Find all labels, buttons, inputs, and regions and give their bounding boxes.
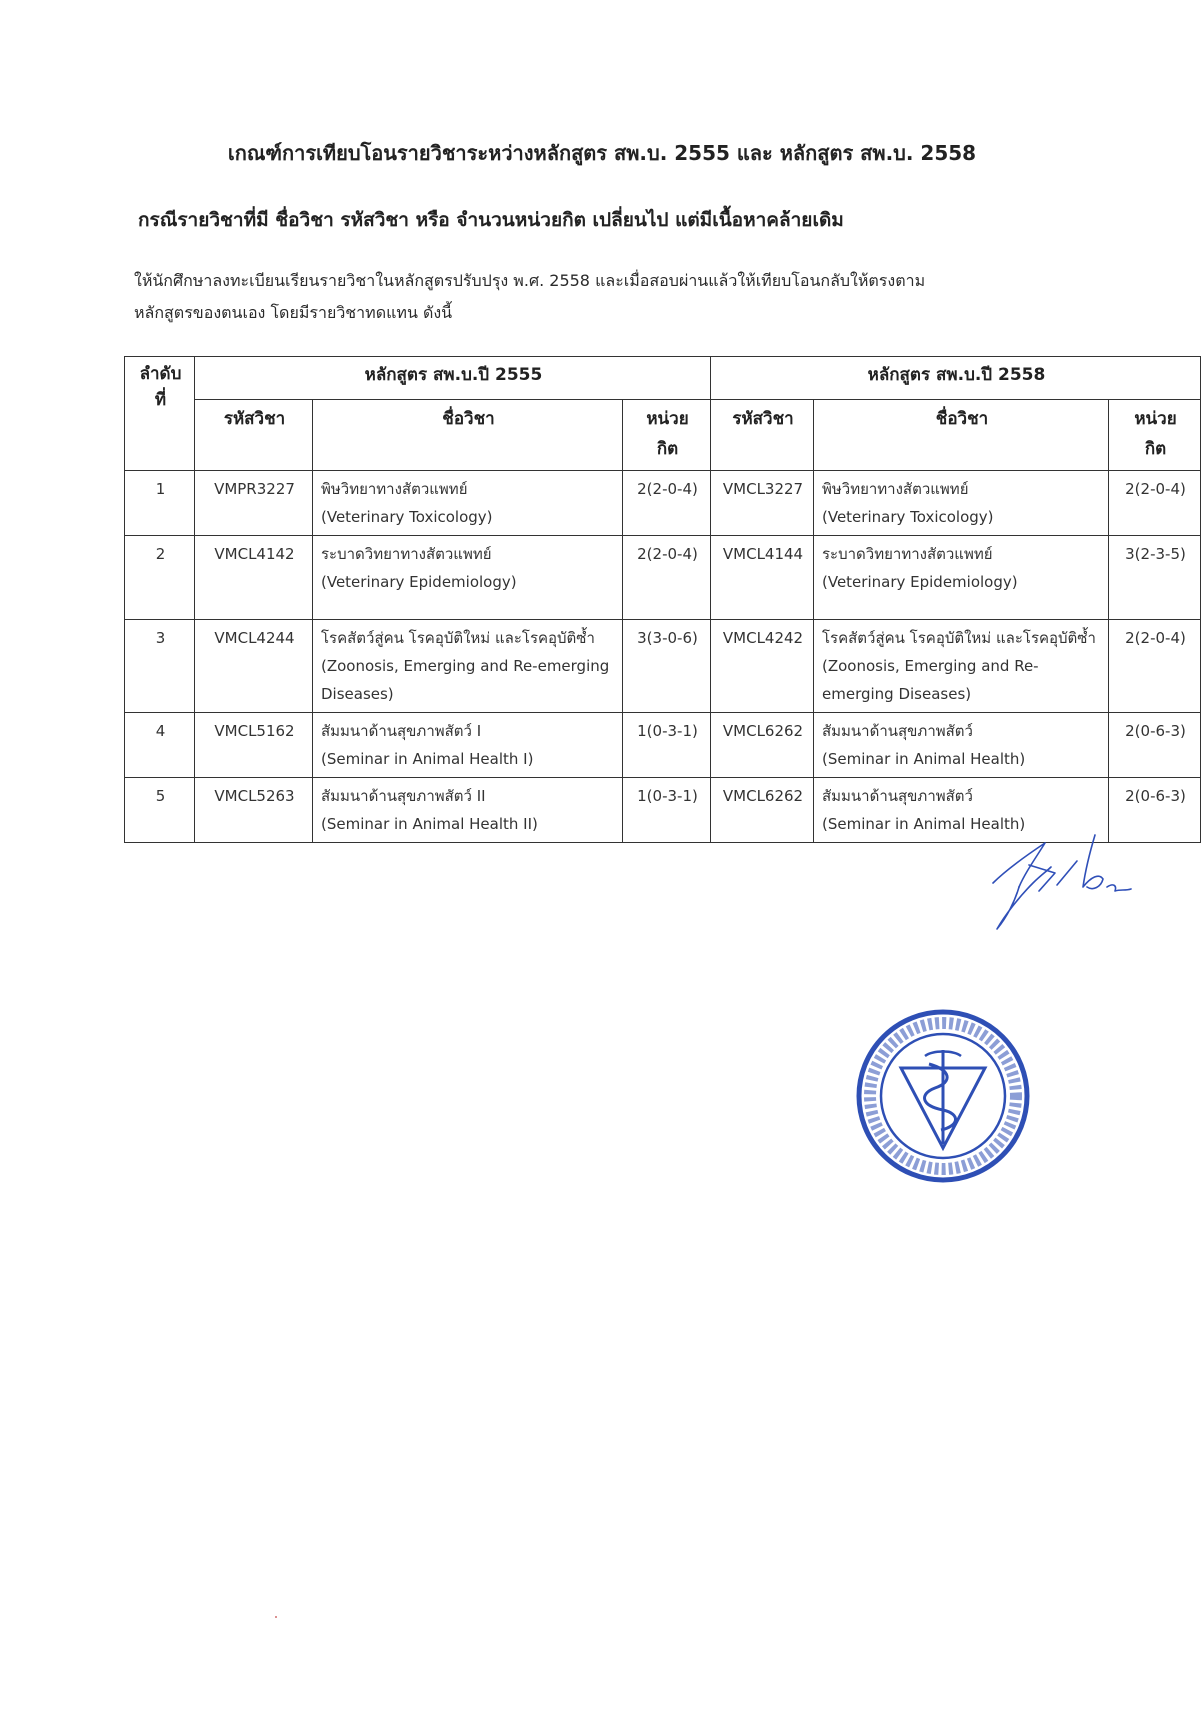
old-course-name-en: (Seminar in Animal Health II)	[321, 815, 538, 833]
new-course-credit: 2(2-0-4)	[1109, 620, 1201, 713]
old-course-name	[313, 620, 623, 713]
new-course-name	[814, 536, 1109, 620]
new-course-name-th: ระบาดวิทยาทางสัตวแพทย์	[822, 545, 993, 563]
intro-line-2: หลักสูตรของตนเอง โดยมีรายวิชาทดแทน ดังนี้	[134, 303, 453, 322]
course-transfer-table	[124, 356, 1201, 843]
col-header-new-name: ชื่อวิชา	[814, 400, 1109, 471]
new-course-name-th: โรคสัตว์สู่คน โรคอุบัติใหม่ และโรคอุบัติซ้ำ	[822, 629, 1096, 647]
new-course-code: VMCL3227	[711, 471, 814, 536]
group-header-2555: หลักสูตร สพ.บ.ปี 2555	[195, 357, 711, 400]
old-course-name-en: (Zoonosis, Emerging and Re-emerging Diseases)	[321, 657, 610, 703]
new-course-name	[814, 471, 1109, 536]
old-course-credit: 3(3-0-6)	[623, 620, 711, 713]
col-header-new-credit-line1: หน่วย	[1134, 409, 1177, 429]
col-header-old-code: รหัสวิชา	[195, 400, 313, 471]
old-course-name-th: โรคสัตว์สู่คน โรคอุบัติใหม่ และโรคอุบัติซ้ำ	[321, 629, 595, 647]
new-course-name	[814, 713, 1109, 778]
old-course-name-th: สัมมนาด้านสุขภาพสัตว์ II	[321, 787, 486, 805]
old-course-name-th: สัมมนาด้านสุขภาพสัตว์ I	[321, 722, 482, 740]
new-course-code: VMCL4144	[711, 536, 814, 620]
old-course-name-th: พิษวิทยาทางสัตวแพทย์	[321, 480, 468, 498]
old-course-name	[313, 713, 623, 778]
intro-line-1: ให้นักศึกษาลงทะเบียนเรียนรายวิชาในหลักสูตรปรับปรุง พ.ศ. 2558 และเมื่อสอบผ่านแล้วให้เทียบโอนกลับให้ตรงตาม	[134, 271, 926, 290]
new-course-name-en: (Seminar in Animal Health)	[822, 815, 1026, 833]
col-header-order-line1: ลำดับ	[139, 364, 182, 384]
new-course-credit: 3(2-3-5)	[1109, 536, 1201, 620]
new-course-name-th: พิษวิทยาทางสัตวแพทย์	[822, 480, 969, 498]
document-subtitle: กรณีรายวิชาที่มี ชื่อวิชา รหัสวิชา หรือ จำนวนหน่วยกิต เปลี่ยนไป แต่มีเนื้อหาคล้ายเดิม	[138, 209, 844, 231]
new-course-credit: 2(2-0-4)	[1109, 471, 1201, 536]
official-seal	[855, 1008, 1031, 1184]
new-course-code: VMCL4242	[711, 620, 814, 713]
group-header-2558: หลักสูตร สพ.บ.ปี 2558	[711, 357, 1201, 400]
new-course-code: VMCL6262	[711, 778, 814, 843]
old-course-name-en: (Veterinary Epidemiology)	[321, 573, 517, 591]
col-header-old-credit	[623, 400, 711, 471]
old-course-name-th: ระบาดวิทยาทางสัตวแพทย์	[321, 545, 492, 563]
old-course-name-en: (Seminar in Animal Health I)	[321, 750, 534, 768]
table-row	[125, 471, 1201, 536]
row-number: 3	[125, 620, 195, 713]
table-row	[125, 713, 1201, 778]
old-course-credit: 1(0-3-1)	[623, 778, 711, 843]
old-course-name-en: (Veterinary Toxicology)	[321, 508, 493, 526]
new-course-name-en: (Seminar in Animal Health)	[822, 750, 1026, 768]
old-course-name	[313, 536, 623, 620]
row-number: 1	[125, 471, 195, 536]
new-course-credit: 2(0-6-3)	[1109, 713, 1201, 778]
intro-paragraph	[134, 265, 1094, 329]
old-course-name	[313, 471, 623, 536]
row-number: 2	[125, 536, 195, 620]
old-course-credit: 2(2-0-4)	[623, 471, 711, 536]
old-course-code: VMCL5263	[195, 778, 313, 843]
new-course-credit: 2(0-6-3)	[1109, 778, 1201, 843]
old-course-code: VMCL4244	[195, 620, 313, 713]
new-course-name-en: (Veterinary Epidemiology)	[822, 573, 1018, 591]
table-row	[125, 620, 1201, 713]
col-header-old-credit-line2: กิต	[656, 439, 679, 459]
new-course-name-en: (Zoonosis, Emerging and Re-emerging Diseases)	[822, 657, 1039, 703]
row-number: 5	[125, 778, 195, 843]
old-course-credit: 1(0-3-1)	[623, 713, 711, 778]
table-header	[125, 357, 1201, 471]
old-course-name	[313, 778, 623, 843]
new-course-name-th: สัมมนาด้านสุขภาพสัตว์	[822, 722, 973, 740]
new-course-name	[814, 620, 1109, 713]
col-header-new-credit	[1109, 400, 1201, 471]
document-title: เกณฑ์การเทียบโอนรายวิชาระหว่างหลักสูตร สพ.บ. 2555 และ หลักสูตร สพ.บ. 2558	[227, 141, 977, 165]
old-course-code: VMCL5162	[195, 713, 313, 778]
row-number: 4	[125, 713, 195, 778]
table-row	[125, 536, 1201, 620]
col-header-order-line2: ที่	[154, 390, 167, 410]
col-header-old-credit-line1: หน่วย	[646, 409, 689, 429]
handwritten-signature	[985, 825, 1155, 935]
new-course-name-th: สัมมนาด้านสุขภาพสัตว์	[822, 787, 973, 805]
old-course-code: VMPR3227	[195, 471, 313, 536]
col-header-new-credit-line2: กิต	[1144, 439, 1167, 459]
new-course-code: VMCL6262	[711, 713, 814, 778]
col-header-order	[125, 357, 195, 471]
scan-mark	[275, 1616, 277, 1618]
new-course-name-en: (Veterinary Toxicology)	[822, 508, 994, 526]
col-header-old-name: ชื่อวิชา	[313, 400, 623, 471]
old-course-code: VMCL4142	[195, 536, 313, 620]
col-header-new-code: รหัสวิชา	[711, 400, 814, 471]
old-course-credit: 2(2-0-4)	[623, 536, 711, 620]
